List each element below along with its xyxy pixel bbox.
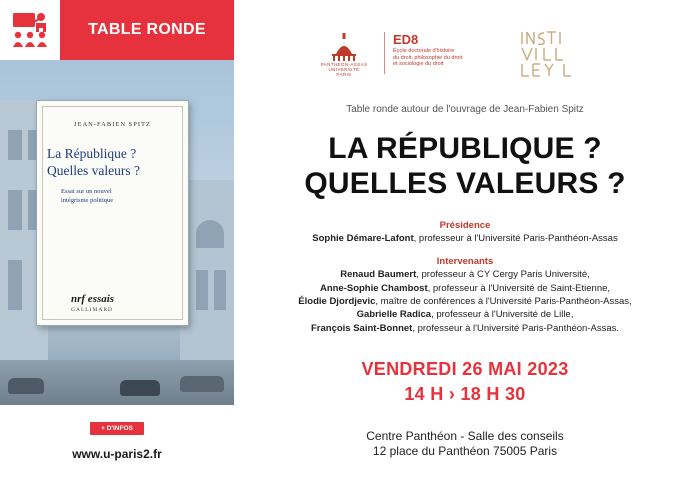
speaker-line [250, 322, 680, 335]
speaker-role: , professeur à l'Université de Lille, [431, 309, 574, 321]
pantheon-assas-line2: UNIVERSITÉ [328, 67, 360, 72]
speaker-role: , professeur à l'Université de Saint-Etienne, [427, 282, 611, 294]
info-box [0, 405, 234, 481]
event-time: 14 H › 18 H 30 [404, 384, 526, 404]
venue-line1: Centre Panthéon - Salle des conseils [366, 429, 564, 443]
conference-speaker-icon [0, 0, 60, 60]
speaker-name: Élodie Djordjevic [298, 296, 376, 308]
book-collection: nrf essais [71, 293, 115, 305]
speaker-line [250, 268, 680, 281]
logo-divider [384, 32, 385, 74]
venue-line2: 12 place du Panthéon 75005 Paris [372, 444, 558, 458]
speaker-line [250, 308, 680, 321]
ed8-sub-line1: École doctorale d'histoire [393, 48, 455, 54]
event-title-line2: QUELLES VALEURS ? [304, 167, 626, 200]
president-line [250, 232, 680, 245]
background-photo [0, 60, 234, 405]
presidence-heading: Présidence [439, 220, 491, 231]
banner-title: TABLE RONDE [88, 21, 206, 38]
event-title [250, 131, 680, 201]
book-author: JEAN-FABIEN SPITZ [73, 121, 151, 128]
book-subtitle-line1: Essai sur un nouvel [61, 188, 112, 195]
more-info-badge[interactable]: + D'INFOS [90, 422, 144, 435]
event-intro: Table ronde autour de l'ouvrage de Jean-Fabien Spitz [346, 104, 584, 115]
book-publisher: GALLIMARD [71, 307, 113, 313]
intervenants-heading: Intervenants [436, 255, 494, 267]
book-subtitle-line2: intégrisme politique [61, 197, 114, 204]
event-date: VENDREDI 26 MAI 2023 [361, 359, 569, 379]
event-title-line1: LA RÉPUBLIQUE ? [328, 132, 602, 165]
speaker-line [250, 295, 680, 308]
book-subtitle [61, 187, 178, 205]
speaker-role: , professeur à l'Université Paris-Panthéon-Assas. [412, 322, 620, 334]
pantheon-assas-logo [312, 30, 376, 80]
president-role: , professeur à l'Université Paris-Panthéon-Assas [413, 233, 618, 245]
pantheon-assas-name [312, 62, 376, 77]
book-title-line1: La République ? [47, 146, 137, 161]
ed8-sub-line2: du droit, philosophie du droit [393, 54, 463, 61]
table-ronde-banner [0, 0, 234, 60]
ed8-sub-line3: et sociologie du droit [393, 61, 444, 67]
speaker-line [250, 282, 680, 295]
speaker-name: François Saint-Bonnet [310, 322, 413, 334]
speaker-name: Gabrielle Radica [356, 309, 432, 321]
speaker-role: , professeur à CY Cergy Paris Université, [416, 269, 590, 281]
book-title [47, 145, 182, 179]
website-link[interactable]: www.u-paris2.fr [72, 447, 162, 461]
partner-logos [300, 28, 640, 84]
speaker-role: , maître de conférences à l'Université Paris-Panthéon-Assas, [375, 296, 632, 308]
event-venue [250, 429, 680, 459]
left-panel [0, 0, 234, 481]
ed8-title: ED8 [393, 32, 419, 47]
pantheon-assas-line1: PANTHÉON-ASSAS [320, 62, 368, 67]
book-cover [36, 100, 189, 326]
book-title-line2: Quelles valeurs ? [47, 163, 140, 178]
speaker-name: Anne-Sophie Chambost [319, 282, 428, 294]
institut-villey-logo [518, 28, 574, 80]
pantheon-dome-icon [312, 30, 376, 62]
pantheon-assas-line3: PARIS [336, 72, 352, 77]
event-credits [250, 219, 680, 335]
speaker-name: Renaud Baumert [340, 269, 417, 281]
president-name: Sophie Démare-Lafont [312, 233, 414, 245]
ed8-subtitle [393, 48, 483, 68]
